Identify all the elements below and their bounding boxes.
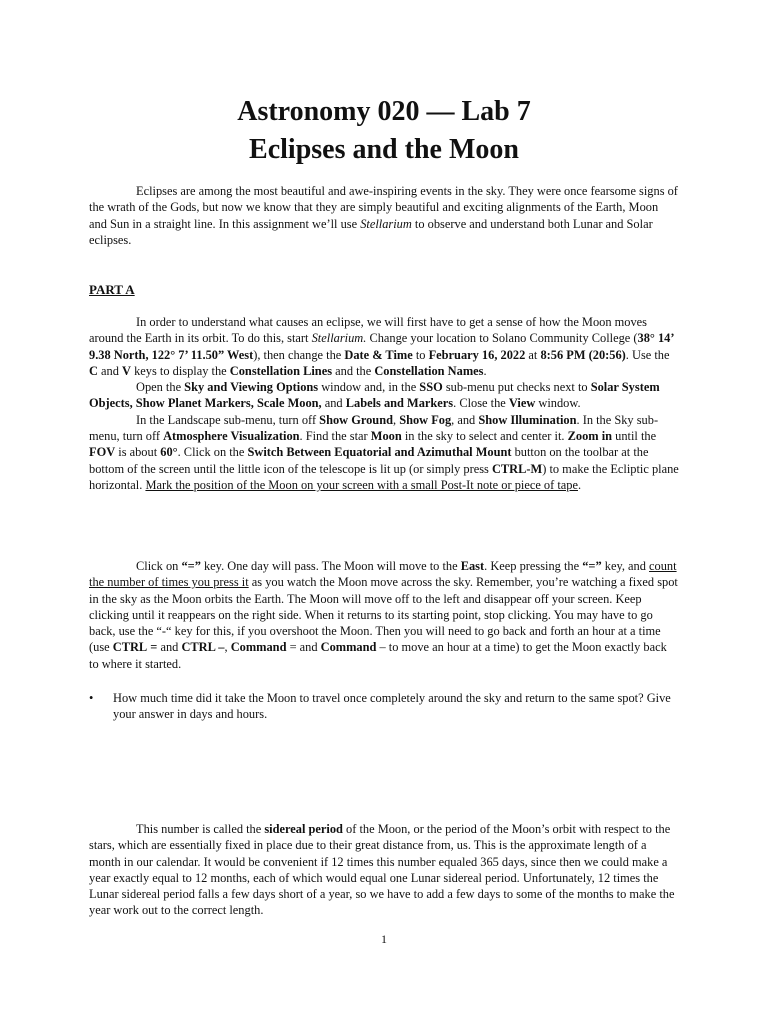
intro-paragraph [89, 183, 679, 248]
intro-text: Eclipses are among the most beautiful and awe-inspiring events in the sky. They were once fearsome signs of the wrath of the Gods, but now we know that they are simply beautiful and exciting alignments of the Earth, Moon and Sun in a straight line. In this assignment we’ll use [89, 184, 678, 231]
intro-text-end: to observe and understand both Lunar and Solar eclipses. [89, 216, 653, 247]
sidereal-period-paragraph: This number is called the sidereal period of the Moon, or the period of the Moon’s orbit with respect to the stars, which are essentially fixed in place due to their great distance from, us. This is the approximate length of a month in our calendar. It would be convenient if 12 times this number equaled 365 days, since then we could make a year exactly equal to 12 months, each of which would equal one Lunar sidereal period. Unfortunately, 12 times the Lunar sidereal period falls a few days short of a year, so we have to add a few days to some of the months to make the year work out to the correct length. [89, 822, 675, 918]
paragraph-landscape-settings: In the Landscape sub-menu, turn off Show Ground, Show Fog, and Show Illumination. In the Sky sub-menu, turn off Atmosphere Visualization. Find the star Moon in the sky to select and center it. Zoom in until the FOV is about 60°. Click on the Switch Between Equatorial and Azimuthal Mount button on the toolbar at the bottom of the screen until the little icon of the telescope is lit up (or simply press CTRL-M) to make the Ecliptic plane horizontal. Mark the position of the Moon on your screen with a small Post-It note or piece of tape. [89, 412, 679, 492]
instructions-block [89, 314, 679, 493]
bullet-icon: • [89, 691, 94, 705]
document-subtitle: Eclipses and the Moon [249, 134, 519, 165]
page-number: 1 [381, 932, 387, 946]
paragraph-view-options: Open the Sky and Viewing Options window and, in the SSO sub-menu put checks next to Solar System Objects, Show Planet Markers, Scale Moon, and Labels and Markers. Close the View window. [89, 380, 660, 411]
question-text: How much time did it take the Moon to travel once completely around the sky and return to the same spot? Give your answer in days and hours. [113, 691, 671, 722]
section-heading-part-a: PART A [89, 282, 135, 297]
document-title: Astronomy 020 — Lab 7 [237, 96, 531, 127]
stellarium-name: Stellarium [360, 216, 412, 231]
paragraph-location-setup: In order to understand what causes an eclipse, we will first have to get a sense of how the Moon moves around the Earth in its orbit. To do this, start Stellarium. Change your location to Solano Community College (38° 14’ 9.38 North, 122° 7’ 11.50” West), then change the Date & Time to February 16, 2022 at 8:56 PM (20:56). Use the C and V keys to display the Constellation Lines and the Constellation Names. [89, 315, 674, 378]
moon-tracking-paragraph: Click on “=” key. One day will pass. The Moon will move to the East. Keep pressing the “=” key, and count the number of times you press it as you watch the Moon move across the sky. Remember, you’re watching a fixed spot in the sky as the Moon orbits the Earth. The Moon will move off to the left and disappear off your screen. Keep clicking until it reappears on the right side. When it returns to its starting point, stop clicking. You may have to go back, use the “-“ key for this, if you overshoot the Moon. Then you will need to go back and forth an hour at a time (use CTRL = and CTRL –, Command = and Command – to move an hour at a time) to get the Moon exactly back to where it started. [89, 559, 678, 671]
